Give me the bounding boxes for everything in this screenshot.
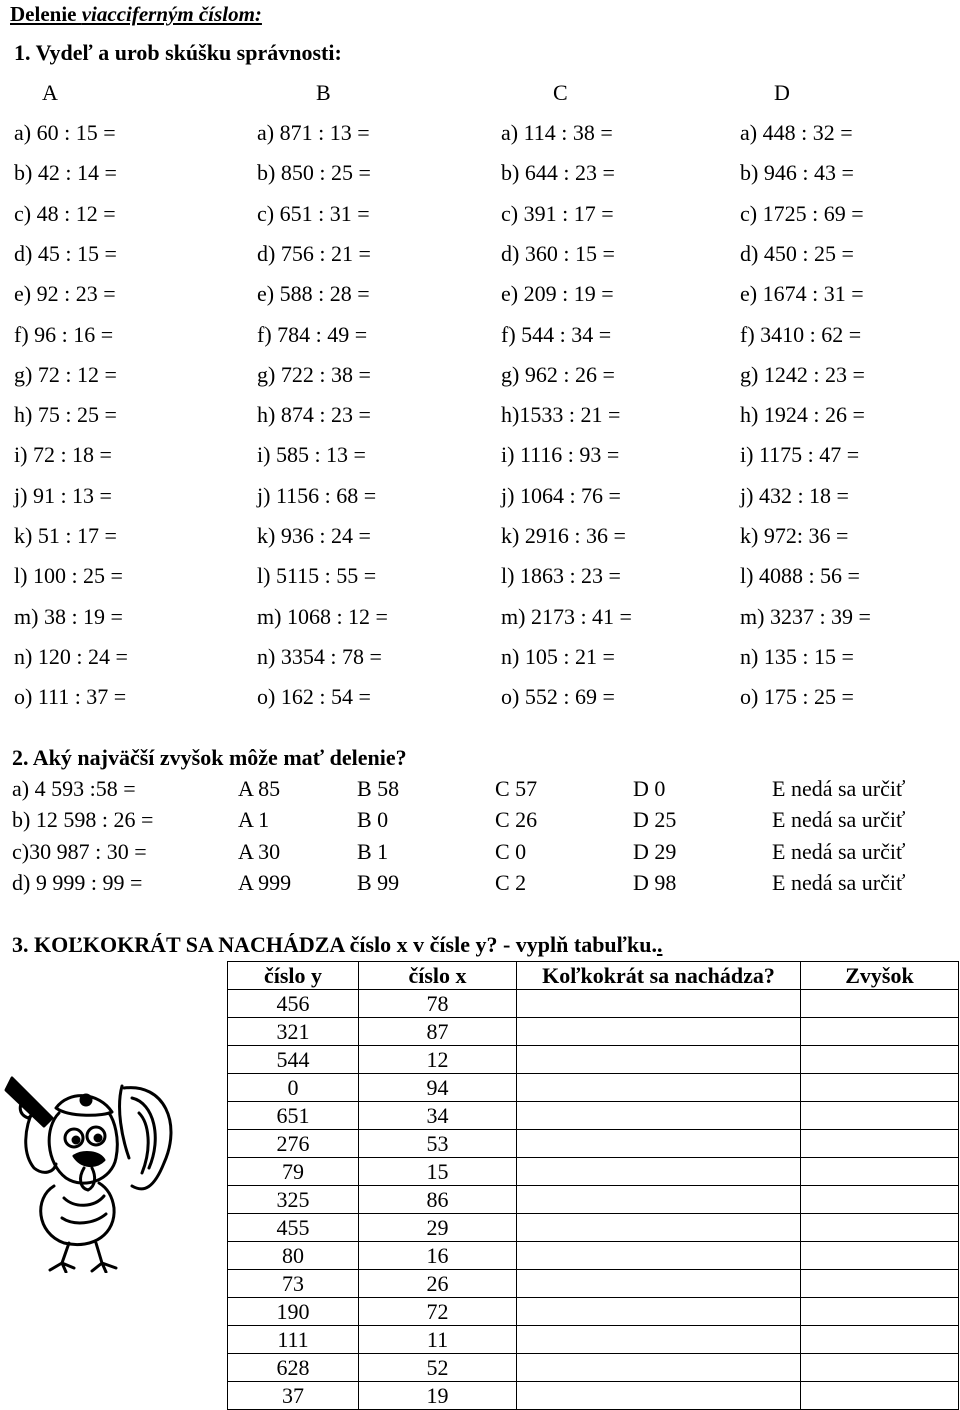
table-row [228, 990, 959, 1018]
cell-zvysok-blank[interactable] [801, 1354, 959, 1382]
cell-kolkokrat-blank[interactable] [517, 1130, 801, 1158]
exercise-item: j) 1064 : 76 = [501, 482, 621, 508]
cell-cislo-y: 321 [228, 1018, 359, 1046]
header-cislo-y: číslo y [228, 962, 359, 990]
column-header-a: A [42, 80, 58, 105]
task2-option: E nedá sa určiť [772, 776, 906, 801]
task3-heading-tail: . [656, 932, 663, 957]
task2-option: B 1 [357, 838, 389, 864]
task2-expression: b) 12 598 : 26 = [12, 807, 154, 833]
answer-table-header-row [228, 962, 959, 990]
exercise-item: c) 651 : 31 = [257, 200, 370, 226]
cell-cislo-x: 52 [359, 1354, 517, 1382]
exercise-item: c) 391 : 17 = [501, 200, 614, 226]
cell-cislo-y: 628 [228, 1354, 359, 1382]
cell-kolkokrat-blank[interactable] [517, 1074, 801, 1102]
exercise-item: i) 1175 : 47 = [740, 442, 860, 468]
cell-cislo-y: 37 [228, 1382, 359, 1410]
table-row [228, 1102, 959, 1130]
cell-zvysok-blank[interactable] [801, 1326, 959, 1354]
task2-option: A 85 [238, 776, 281, 801]
exercise-item: m) 38 : 19 = [14, 603, 123, 629]
task3-heading [12, 932, 662, 958]
cell-cislo-x: 16 [359, 1242, 517, 1270]
cell-zvysok-blank[interactable] [801, 1074, 959, 1102]
task2-option: E nedá sa určiť [772, 807, 906, 833]
cell-zvysok-blank[interactable] [801, 1270, 959, 1298]
task2-heading: 2. Aký najväčší zvyšok môže mať delenie? [12, 745, 407, 770]
cell-kolkokrat-blank[interactable] [517, 1270, 801, 1298]
cell-cislo-x: 94 [359, 1074, 517, 1102]
header-cislo-x: číslo x [359, 962, 517, 990]
cell-cislo-y: 276 [228, 1130, 359, 1158]
exercise-item: b) 644 : 23 = [501, 160, 615, 186]
cell-cislo-x: 19 [359, 1382, 517, 1410]
exercise-item: f) 544 : 34 = [501, 321, 612, 347]
task2-expression: c)30 987 : 30 = [12, 838, 147, 864]
cell-cislo-x: 72 [359, 1298, 517, 1326]
task2-option: C 2 [495, 869, 527, 895]
column-header-d: D [774, 80, 790, 105]
cell-zvysok-blank[interactable] [801, 1158, 959, 1186]
table-row [228, 1242, 959, 1270]
exercise-item: k) 2916 : 36 = [501, 523, 626, 548]
task2-option: C 26 [495, 807, 538, 833]
cell-zvysok-blank[interactable] [801, 990, 959, 1018]
table-row [228, 1326, 959, 1354]
exercise-item: f) 784 : 49 = [257, 321, 368, 347]
cell-kolkokrat-blank[interactable] [517, 990, 801, 1018]
exercise-item: d) 360 : 15 = [501, 240, 615, 266]
cell-cislo-x: 87 [359, 1018, 517, 1046]
exercise-item: b) 42 : 14 = [14, 160, 117, 186]
task2-option: E nedá sa určiť [772, 838, 906, 864]
exercise-item: c) 1725 : 69 = [740, 200, 864, 226]
exercise-item: h) 874 : 23 = [257, 402, 371, 428]
exercise-item: e) 588 : 28 = [257, 281, 370, 307]
cell-cislo-y: 544 [228, 1046, 359, 1074]
exercise-item: l) 4088 : 56 = [740, 563, 860, 589]
cell-kolkokrat-blank[interactable] [517, 1298, 801, 1326]
exercise-item: l) 5115 : 55 = [257, 563, 377, 589]
exercise-item: n) 3354 : 78 = [257, 643, 382, 669]
exercise-item: f) 3410 : 62 = [740, 321, 862, 347]
exercise-item: i) 1116 : 93 = [501, 442, 620, 468]
exercise-item: g) 962 : 26 = [501, 361, 615, 387]
exercise-item: m) 3237 : 39 = [740, 603, 871, 629]
exercise-item: h)1533 : 21 = [501, 402, 621, 428]
table-row [228, 1046, 959, 1074]
exercise-item: d) 45 : 15 = [14, 240, 117, 266]
exercise-item: o) 552 : 69 = [501, 684, 615, 710]
exercise-item: i) 72 : 18 = [14, 442, 112, 468]
title-italic-part: viacciferným číslom: [81, 2, 262, 26]
cell-kolkokrat-blank[interactable] [517, 1018, 801, 1046]
page-title [10, 2, 262, 27]
cell-cislo-x: 34 [359, 1102, 517, 1130]
exercise-item: b) 850 : 25 = [257, 160, 371, 186]
cell-kolkokrat-blank[interactable] [517, 1354, 801, 1382]
task2-option: A 30 [238, 838, 281, 864]
exercise-item: o) 175 : 25 = [740, 684, 854, 710]
cell-kolkokrat-blank[interactable] [517, 1046, 801, 1074]
exercise-item: h) 75 : 25 = [14, 402, 117, 428]
cell-zvysok-blank[interactable] [801, 1214, 959, 1242]
title-bold-part: Delenie [10, 2, 82, 26]
cell-cislo-y: 111 [228, 1326, 359, 1354]
task2-option: A 999 [238, 869, 292, 895]
cell-cislo-y: 456 [228, 990, 359, 1018]
exercise-item: a) 871 : 13 = [257, 120, 370, 145]
exercise-item: h) 1924 : 26 = [740, 402, 865, 428]
exercise-item: k) 936 : 24 = [257, 523, 371, 548]
task2-option: A 1 [238, 807, 270, 833]
task3-heading-text: 3. KOĽKOKRÁT SA NACHÁDZA číslo x v čísle y? - vyplň tabuľku. [12, 932, 657, 957]
exercise-item: n) 120 : 24 = [14, 643, 128, 669]
cell-kolkokrat-blank[interactable] [517, 1102, 801, 1130]
cell-zvysok-blank[interactable] [801, 1242, 959, 1270]
exercise-item: a) 448 : 32 = [740, 120, 853, 145]
exercise-item: j) 1156 : 68 = [257, 482, 377, 508]
exercise-item: e) 92 : 23 = [14, 281, 116, 307]
column-header-c: C [553, 80, 568, 105]
answer-table [227, 961, 959, 1410]
task2-option: D 29 [633, 838, 677, 864]
cell-zvysok-blank[interactable] [801, 1102, 959, 1130]
exercise-item: f) 96 : 16 = [14, 321, 114, 347]
task2-option: B 99 [357, 869, 400, 895]
table-row [228, 1382, 959, 1410]
cell-cislo-x: 11 [359, 1326, 517, 1354]
table-row [228, 1130, 959, 1158]
cell-cislo-x: 26 [359, 1270, 517, 1298]
cell-kolkokrat-blank[interactable] [517, 1242, 801, 1270]
cell-cislo-x: 78 [359, 990, 517, 1018]
cell-cislo-y: 325 [228, 1186, 359, 1214]
header-kolkokrat: Koľkokrát sa nachádza? [517, 962, 801, 990]
cell-cislo-y: 455 [228, 1214, 359, 1242]
table-row [228, 1270, 959, 1298]
cell-zvysok-blank[interactable] [801, 1046, 959, 1074]
rooster-illustration [4, 1068, 184, 1273]
exercise-item: n) 135 : 15 = [740, 643, 854, 669]
cell-kolkokrat-blank[interactable] [517, 1158, 801, 1186]
exercise-item: j) 432 : 18 = [740, 482, 849, 508]
table-row [228, 1018, 959, 1046]
cell-cislo-x: 15 [359, 1158, 517, 1186]
exercise-item: g) 1242 : 23 = [740, 361, 865, 387]
exercise-item: m) 1068 : 12 = [257, 603, 388, 629]
exercise-item: c) 48 : 12 = [14, 200, 116, 226]
cell-kolkokrat-blank[interactable] [517, 1326, 801, 1354]
cell-cislo-x: 86 [359, 1186, 517, 1214]
exercise-item: g) 722 : 38 = [257, 361, 371, 387]
cell-cislo-y: 79 [228, 1158, 359, 1186]
task2-option: B 58 [357, 776, 400, 801]
cell-kolkokrat-blank[interactable] [517, 1382, 801, 1410]
cell-cislo-y: 73 [228, 1270, 359, 1298]
cell-cislo-y: 0 [228, 1074, 359, 1102]
exercise-item: k) 972: 36 = [740, 523, 849, 548]
task2-option: C 0 [495, 838, 527, 864]
exercise-item: d) 756 : 21 = [257, 240, 371, 266]
exercise-item: b) 946 : 43 = [740, 160, 854, 186]
cell-zvysok-blank[interactable] [801, 1382, 959, 1410]
cell-zvysok-blank[interactable] [801, 1018, 959, 1046]
exercise-item: n) 105 : 21 = [501, 643, 615, 669]
cell-kolkokrat-blank[interactable] [517, 1186, 801, 1214]
cell-zvysok-blank[interactable] [801, 1130, 959, 1158]
cell-cislo-x: 29 [359, 1214, 517, 1242]
cell-cislo-y: 651 [228, 1102, 359, 1130]
task2-option: E nedá sa určiť [772, 869, 906, 895]
exercise-item: o) 111 : 37 = [14, 684, 127, 710]
task2-expression: d) 9 999 : 99 = [12, 869, 143, 895]
task2-option: C 57 [495, 776, 538, 801]
task2-option: D 0 [633, 776, 666, 801]
table-row [228, 1186, 959, 1214]
task2-option: B 0 [357, 807, 389, 833]
table-row [228, 1214, 959, 1242]
cell-zvysok-blank[interactable] [801, 1298, 959, 1326]
exercise-item: k) 51 : 17 = [14, 523, 117, 548]
task2-expression: a) 4 593 :58 = [12, 776, 136, 801]
cell-cislo-y: 80 [228, 1242, 359, 1270]
header-zvysok: Zvyšok [801, 962, 959, 990]
exercise-item: e) 1674 : 31 = [740, 281, 864, 307]
table-row [228, 1158, 959, 1186]
cell-cislo-x: 12 [359, 1046, 517, 1074]
exercise-item: e) 209 : 19 = [501, 281, 614, 307]
task2-option: D 98 [633, 869, 677, 895]
cell-cislo-y: 190 [228, 1298, 359, 1326]
exercise-item: a) 60 : 15 = [14, 120, 116, 145]
exercise-item: d) 450 : 25 = [740, 240, 854, 266]
cell-cislo-x: 53 [359, 1130, 517, 1158]
cell-zvysok-blank[interactable] [801, 1186, 959, 1214]
exercise-item: o) 162 : 54 = [257, 684, 371, 710]
exercise-item: m) 2173 : 41 = [501, 603, 632, 629]
column-header-b: B [316, 80, 331, 105]
table-row [228, 1354, 959, 1382]
exercise-item: g) 72 : 12 = [14, 361, 117, 387]
cell-kolkokrat-blank[interactable] [517, 1214, 801, 1242]
task2-option: D 25 [633, 807, 677, 833]
exercise-item: l) 1863 : 23 = [501, 563, 621, 589]
exercise-item: i) 585 : 13 = [257, 442, 366, 468]
table-row [228, 1298, 959, 1326]
exercise-item: a) 114 : 38 = [501, 120, 613, 145]
table-row [228, 1074, 959, 1102]
exercise-item: l) 100 : 25 = [14, 563, 123, 589]
task1-heading: 1. Vydeľ a urob skúšku správnosti: [14, 40, 342, 65]
exercise-item: j) 91 : 13 = [14, 482, 112, 508]
